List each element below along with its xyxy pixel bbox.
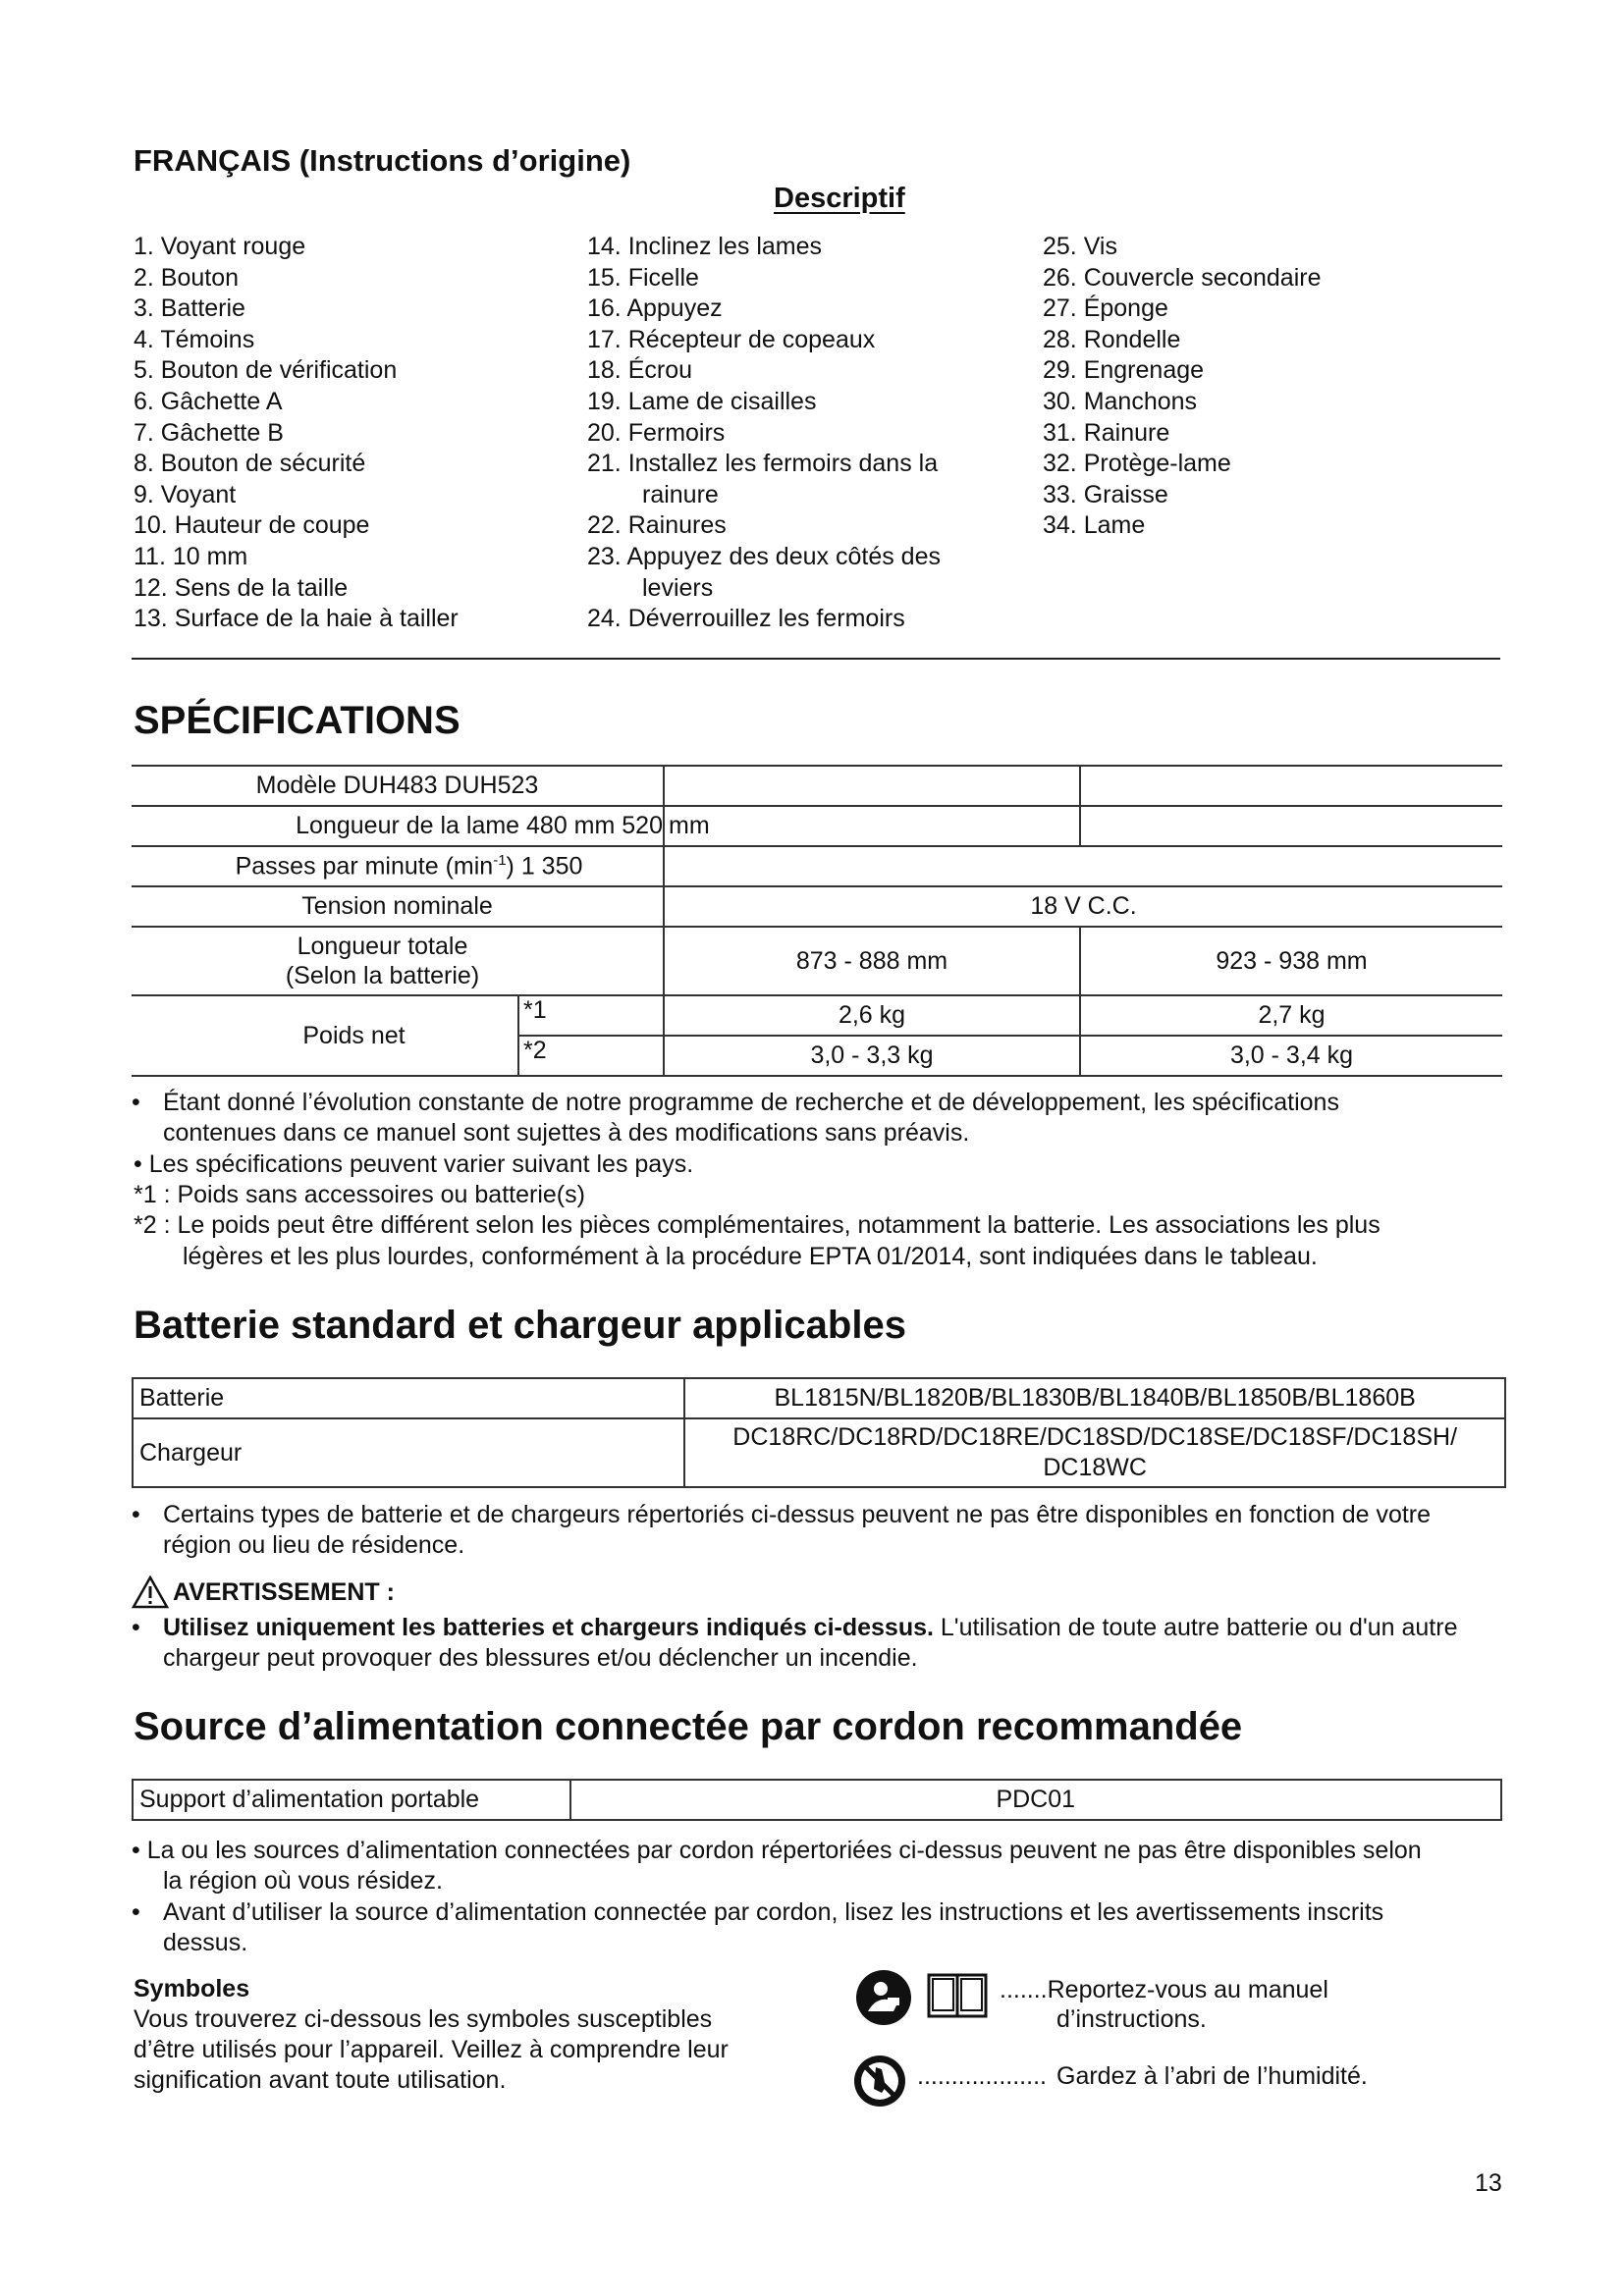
spec-note-1 [132, 1088, 1339, 1148]
table-cell: Longueur de la lame 480 mm 520 [132, 806, 664, 846]
keep-dry-icon [852, 2054, 907, 2109]
table-cell: Support d’alimentation portable [133, 1780, 570, 1820]
list-item: 14. Inclinez les lames [587, 233, 823, 260]
spec-note-2: • Les spécifications peuvent varier suivant les pays. [134, 1150, 694, 1178]
bullet: • [132, 1089, 140, 1116]
descriptif-col-3 [1043, 232, 1322, 542]
source-heading: Source d’alimentation connectée par cordon recommandée [134, 1705, 1243, 1748]
list-item: 1. Voyant rouge [134, 233, 306, 260]
spec-note-1a: Étant donné l’évolution constante de notre programme de recherche et de développement, les spécifications [163, 1089, 1339, 1116]
warning-text-b: chargeur peut provoquer des blessures et/ou déclencher un incendie. [163, 1644, 918, 1672]
list-item: 31. Rainure [1043, 418, 1170, 447]
list-item: leviers [642, 573, 714, 602]
table-cell: Modèle DUH483 DUH523 [132, 766, 664, 806]
table-cell: PDC01 [570, 1780, 1502, 1820]
table-cell [1080, 766, 1502, 806]
list-item: 33. Graisse [1043, 480, 1168, 508]
list-item: 5. Bouton de vérification [134, 356, 398, 385]
page-number: 13 [1475, 2169, 1502, 2197]
longueur-totale-label-2: (Selon la batterie) [285, 962, 480, 989]
batterie-heading: Batterie standard et chargeur applicables [134, 1304, 906, 1347]
bullet: • [132, 1501, 140, 1528]
book-symbol [927, 1971, 988, 2020]
table-cell: 3,0 - 3,4 kg [1080, 1036, 1502, 1076]
table-row [132, 886, 1502, 927]
list-item: 7. Gâchette B [134, 418, 284, 447]
source-note-1a: • La ou les sources d’alimentation connectées par cordon répertoriées ci-dessus peuvent ne pas être disponibles selon [132, 1837, 1422, 1864]
list-item: 30. Manchons [1043, 387, 1198, 415]
list-item: 27. Éponge [1043, 294, 1168, 323]
source-table [132, 1779, 1502, 1821]
table-row [132, 846, 1502, 886]
descriptif-col-1 [134, 232, 459, 635]
list-item: 22. Rainures [587, 511, 727, 540]
batterie-note-b: région ou lieu de résidence. [163, 1531, 465, 1559]
list-item: 21. Installez les fermoirs dans la [587, 450, 939, 478]
list-item: 32. Protège-lame [1043, 450, 1231, 478]
list-item: 34. Lame [1043, 511, 1146, 540]
list-item: 12. Sens de la taille [134, 573, 349, 602]
passes-sup: -1 [493, 851, 507, 869]
list-item: 15. Ficelle [587, 263, 699, 292]
longueur-totale-label-1: Longueur totale [297, 933, 468, 960]
spec-note-3: *1 : Poids sans accessoires ou batterie(s) [134, 1181, 585, 1208]
descriptif-col-2 [587, 232, 941, 635]
table-cell: 873 - 888 mm [664, 927, 1080, 995]
table-row [133, 1780, 1501, 1820]
spec-note-4b: légères et les plus lourdes, conformément à la procédure EPTA 01/2014, sont indiquées dans le tableau. [183, 1243, 1318, 1270]
list-item: 10. Hauteur de coupe [134, 511, 370, 540]
table-cell: *1 [518, 995, 664, 1036]
table-cell: BL1815N/BL1820B/BL1830B/BL1840B/BL1850B/BL1860B [684, 1378, 1505, 1418]
list-item: 29. Engrenage [1043, 356, 1205, 385]
table-cell [132, 927, 664, 995]
list-item: 4. Témoins [134, 325, 255, 353]
spec-note-1b: contenues dans ce manuel sont sujettes à des modifications sans préavis. [163, 1119, 970, 1147]
specifications-table [132, 765, 1502, 1077]
table-cell: 2,7 kg [1080, 995, 1502, 1036]
symboles-line-1: Vous trouverez ci-dessous les symboles susceptibles [134, 2005, 713, 2033]
list-item: 8. Bouton de sécurité [134, 450, 366, 478]
table-cell: 3,0 - 3,3 kg [664, 1036, 1080, 1076]
table-row [132, 995, 1502, 1036]
table-row [133, 1418, 1505, 1487]
spec-note-4a: *2 : Le poids peut être différent selon les pièces complémentaires, notamment la batterie. Les associations les plus [134, 1211, 1380, 1239]
source-note-1b: la région où vous résidez. [163, 1867, 443, 1895]
list-item: 11. 10 mm [134, 542, 248, 570]
symboles-line-2: d’être utilisés pour l’appareil. Veillez à comprendre leur [134, 2036, 729, 2063]
warning-rest: L'utilisation de toute autre batterie ou d'un autre [933, 1614, 1458, 1641]
list-item: 25. Vis [1043, 233, 1117, 260]
warning-text-a [132, 1613, 1457, 1643]
descriptif-heading: Descriptif [774, 183, 905, 214]
list-item: 23. Appuyez des deux côtés des [587, 542, 941, 570]
table-row [132, 927, 1502, 995]
source-note-2b: dessus. [163, 1929, 248, 1956]
table-cell: 18 V C.C. [664, 886, 1502, 927]
list-item: 3. Batterie [134, 294, 245, 323]
book-icon [927, 1971, 988, 2020]
table-cell [1080, 806, 1502, 846]
warning-title [132, 1575, 395, 1609]
list-item: 16. Appuyez [587, 294, 723, 323]
specifications-heading: SPÉCIFICATIONS [134, 699, 460, 742]
list-item: 26. Couvercle secondaire [1043, 263, 1322, 292]
list-item: 2. Bouton [134, 263, 240, 292]
source-note-2a: Avant d’utiliser la source d’alimentation connectée par cordon, lisez les instructions et les avertissements inscrits [163, 1898, 1384, 1926]
bullet: • [132, 1898, 140, 1926]
list-item: 9. Voyant [134, 480, 237, 508]
table-cell: 923 - 938 mm [1080, 927, 1502, 995]
list-item: 13. Surface de la haie à tailler [134, 605, 459, 633]
symbol-2-dots: ................... [917, 2062, 1047, 2090]
source-note-2 [132, 1897, 1383, 1958]
symbol-1-text-a: .......Reportez-vous au manuel [1000, 1976, 1328, 2003]
symboles-text [134, 2004, 729, 2096]
chargeur-value-2: DC18WC [1043, 1454, 1147, 1481]
moisture-symbol [852, 2054, 907, 2109]
table-cell: 2,6 kg [664, 995, 1080, 1036]
warning-bold: Utilisez uniquement les batteries et chargeurs indiqués ci-dessus. [163, 1614, 934, 1641]
symbol-2-text: Gardez à l’abri de l’humidité. [1056, 2062, 1368, 2090]
passes-label: Passes par minute (min [235, 852, 494, 881]
list-item: 19. Lame de cisailles [587, 387, 817, 415]
batterie-note-a: Certains types de batterie et de chargeurs répertoriés ci-dessus peuvent ne pas être disponibles en fonction de votre [163, 1501, 1432, 1528]
table-row [132, 766, 1502, 806]
symboles-line-3: signification avant toute utilisation. [134, 2066, 507, 2094]
list-item: 18. Écrou [587, 356, 693, 385]
bullet: • [132, 1614, 140, 1641]
list-item: 24. Déverrouillez les fermoirs [587, 605, 905, 633]
table-cell [664, 846, 1502, 886]
table-cell [664, 766, 1080, 806]
list-item: 20. Fermoirs [587, 418, 726, 447]
chargeur-value-1: DC18RC/DC18RD/DC18RE/DC18SD/DC18SE/DC18SF/DC18SH/ [732, 1423, 1458, 1451]
table-cell: Batterie [133, 1378, 684, 1418]
warning-title-text: AVERTISSEMENT : [173, 1577, 395, 1606]
list-item: 17. Récepteur de copeaux [587, 325, 876, 353]
symboles-heading: Symboles [134, 1975, 250, 2002]
list-item: 6. Gâchette A [134, 387, 283, 415]
warning-triangle-icon [132, 1575, 169, 1609]
table-cell [132, 846, 664, 886]
list-item: rainure [642, 480, 719, 508]
list-item: 28. Rondelle [1043, 325, 1181, 353]
table-cell: Tension nominale [132, 886, 664, 927]
table-cell: mm [664, 806, 1080, 846]
table-cell [684, 1418, 1505, 1487]
section-divider [132, 658, 1500, 660]
read-manual-symbol [854, 1968, 913, 2027]
table-cell: Poids net [132, 995, 518, 1076]
page-title: FRANÇAIS (Instructions d’origine) [134, 143, 631, 178]
symbol-1-text-b: d’instructions. [1056, 2005, 1207, 2033]
warning-text [132, 1613, 1457, 1674]
read-manual-icon [854, 1968, 913, 2027]
passes-value: ) 1 350 [506, 852, 583, 881]
table-cell: *2 [518, 1036, 664, 1076]
table-cell: Chargeur [133, 1418, 684, 1487]
batterie-note [132, 1500, 1431, 1561]
table-row [133, 1378, 1505, 1418]
batterie-table [132, 1377, 1506, 1488]
table-row [132, 806, 1502, 846]
